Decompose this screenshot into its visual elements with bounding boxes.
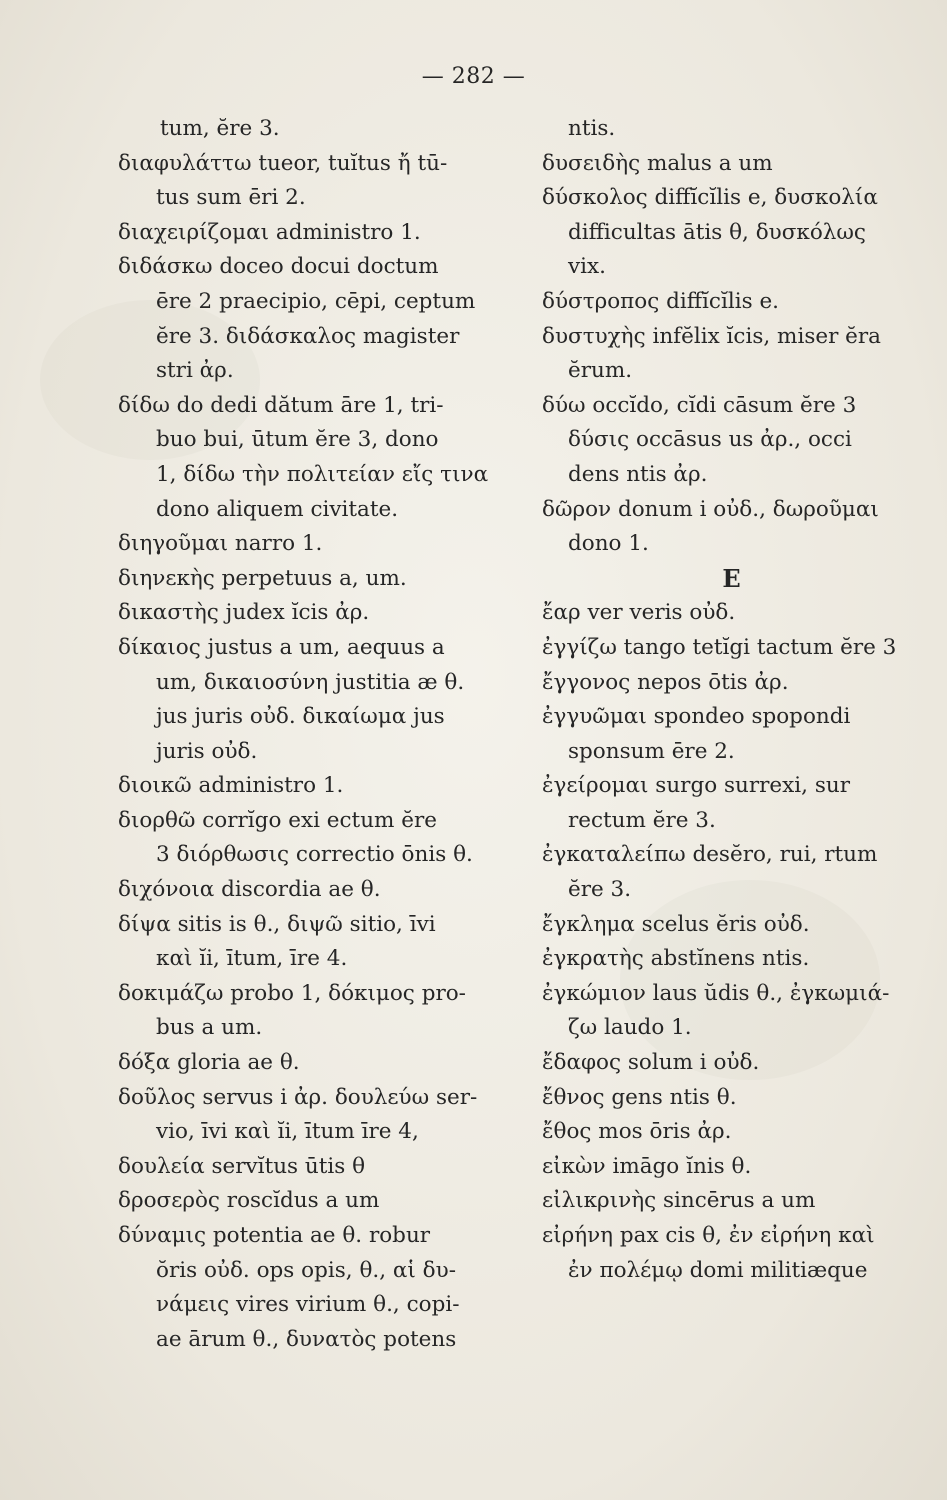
entry-line: ζω laudo 1. xyxy=(568,1015,692,1041)
entry-line: ἔγκλημα scelus ĕris οὐδ. xyxy=(542,911,810,937)
entry-line: δύσις occāsus us ἀρ., occi xyxy=(568,427,852,453)
entry-line: δίκαιος justus a um, aequus a xyxy=(118,634,445,660)
entry-line: ἐγκαταλείπω desĕro, rui, rtum xyxy=(542,842,878,868)
entry-line: δύσκολος diffĭcĭlis e, δυσκολία xyxy=(542,185,878,211)
entry-line: 1, δίδω τὴν πολιτείαν εἴς τινα xyxy=(156,461,489,487)
entry-line: δύω occĭdo, cĭdi cāsum ĕre 3 xyxy=(542,392,857,418)
entry-line: διχόνοια discordia ae θ. xyxy=(118,877,381,903)
entry-line: δροσερὸς roscĭdus a um xyxy=(118,1188,380,1214)
left-column xyxy=(118,112,518,1357)
right-column xyxy=(542,112,922,1288)
entry-line: εἰκὼν imāgo ĭnis θ. xyxy=(542,1153,752,1179)
entry-line: difficultas ātis θ, δυσκόλως xyxy=(568,219,866,245)
entry-line: rectum ĕre 3. xyxy=(568,807,716,833)
entry-line: ĕre 3. xyxy=(568,877,632,903)
entry-line: δύναμις potentia ae θ. robur xyxy=(118,1223,431,1248)
entry-line: ae ārum θ., δυνατὸς potens xyxy=(156,1326,457,1352)
entry-line: stri ἀρ. xyxy=(156,358,234,384)
entry-line: ŏris οὐδ. ops opis, θ., αἱ δυ- xyxy=(156,1257,456,1283)
entry-line: ἔθνος gens ntis θ. xyxy=(542,1084,737,1110)
entry-line: δυσειδὴς malus a um xyxy=(542,150,773,176)
entry-line: διηγοῦμαι narro 1. xyxy=(118,531,323,557)
entry-line: um, δικαιοσύνη justitia æ θ. xyxy=(156,669,465,695)
entry-line: δίδω do dedi dătum āre 1, tri- xyxy=(118,392,444,418)
entry-line: dono 1. xyxy=(568,531,649,557)
section-letter-heading: E xyxy=(722,563,742,593)
page-number: — 282 — xyxy=(421,64,526,89)
entry-line: δύστροπος diffĭcĭlis e. xyxy=(542,288,780,314)
entry-line: εἰλικρινὴς sincērus a um xyxy=(542,1188,816,1214)
entry-line: ἔαρ ver veris οὐδ. xyxy=(542,600,736,626)
entry-line: δοκιμάζω probo 1, δόκιμος pro- xyxy=(118,980,466,1006)
entry-line: διαχειρίζομαι administro 1. xyxy=(118,219,421,245)
entry-line: ἔθος mos ōris ἀρ. xyxy=(542,1119,732,1145)
entry-line: ἔγγονος nepos ōtis ἀρ. xyxy=(542,669,789,695)
entry-line: δικαστὴς judex ĭcis ἀρ. xyxy=(118,600,370,626)
entry-line: dono aliquem civitate. xyxy=(156,496,399,522)
entry-line: ἐγκρατὴς abstĭnens ntis. xyxy=(542,946,810,972)
entry-line: vix. xyxy=(568,254,606,280)
entry-line: διδάσκω doceo docui doctum xyxy=(118,254,439,280)
entry-line: διοικῶ administro 1. xyxy=(118,773,344,799)
entry-line: sponsum ēre 2. xyxy=(568,738,735,764)
entry-line: δουλεία servĭtus ūtis θ xyxy=(118,1153,366,1179)
entry-line: δίψα sitis is θ., διψῶ sitio, īvi xyxy=(118,911,436,937)
entry-line: ĕre 3. διδάσκαλος magister xyxy=(156,323,460,349)
entry-line: εἰρήνη pax cis θ, ἐν εἰρήνη καὶ xyxy=(542,1223,875,1248)
entry-line: διαφυλάττω tueor, tuĭtus ἤ tū- xyxy=(118,150,448,176)
entry-line: νάμεις vires virium θ., copi- xyxy=(156,1292,460,1318)
entry-line: 3 διόρθωσις correctio ōnis θ. xyxy=(156,842,473,868)
entry-line: δυστυχὴς infĕlix ĭcis, miser ĕra xyxy=(542,323,882,349)
entry-line: ntis. xyxy=(568,116,616,141)
entry-line: ἐγγίζω tango tetĭgi tactum ĕre 3 xyxy=(542,634,897,660)
entry-line: ἐγκώμιον laus ŭdis θ., ἐγκωμιά- xyxy=(542,980,890,1006)
entry-line: δῶρον donum i οὐδ., δωροῦμαι xyxy=(542,496,879,522)
entry-line: δόξα gloria ae θ. xyxy=(118,1050,300,1076)
entry-line: καὶ ĭi, ītum, īre 4. xyxy=(156,946,348,972)
entry-line: tum, ĕre 3. xyxy=(160,116,280,141)
entry-line: buo bui, ūtum ĕre 3, dono xyxy=(156,427,439,453)
entry-line: ἔδαφος solum i οὐδ. xyxy=(542,1050,760,1076)
entry-line: tus sum ēri 2. xyxy=(156,185,306,211)
entry-line: ēre 2 praecipio, cēpi, ceptum xyxy=(156,288,476,314)
entry-line: διορθῶ corrĭgo exi ectum ĕre xyxy=(118,807,437,833)
entry-line: juris οὐδ. xyxy=(156,738,258,764)
entry-line: jus juris οὐδ. δικαίωμα jus xyxy=(156,704,445,730)
entry-line: dens ntis ἀρ. xyxy=(568,461,708,487)
entry-line: δοῦλος servus i ἀρ. δουλεύω ser- xyxy=(118,1084,478,1110)
entry-line: διηνεκὴς perpetuus a, um. xyxy=(118,565,407,591)
entry-line: ἐγγυῶμαι spondeo spopondi xyxy=(542,704,851,730)
entry-line: ἐν πολέμῳ domi militiæque xyxy=(568,1257,868,1283)
entry-line: ἐγείρομαι surgo surrexi, sur xyxy=(542,773,850,799)
entry-line: ĕrum. xyxy=(568,358,633,384)
entry-line: bus a um. xyxy=(156,1015,263,1041)
entry-line: vio, īvi καὶ ĭi, ītum īre 4, xyxy=(156,1119,419,1145)
